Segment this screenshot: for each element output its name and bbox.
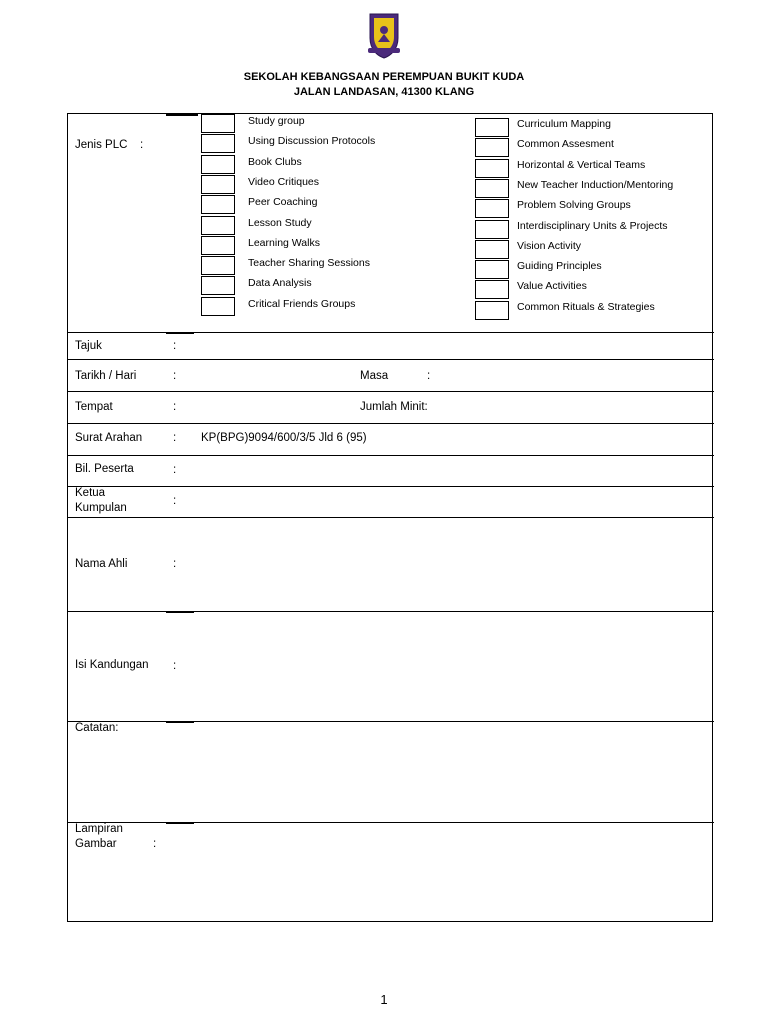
isi-kandungan-label: Isi Kandungan [75,659,149,671]
school-name: SEKOLAH KEBANGSAAN PEREMPUAN BUKIT KUDA [243,71,525,83]
nama-ahli-colon: : [173,558,177,570]
tarikh-colon: : [173,370,177,382]
row-divider [68,455,714,456]
lampiran-colon: : [153,838,157,850]
plc-option-checkbox[interactable] [475,260,509,279]
plc-option-label: Learning Walks [248,236,320,249]
plc-option-label: Lesson Study [248,216,312,229]
surat-arahan-colon: : [173,432,177,444]
plc-option-checkbox[interactable] [475,138,509,157]
catatan-label: Catatan: [75,722,119,734]
plc-option-checkbox[interactable] [201,175,235,194]
jenis-plc-colon: : [140,139,144,151]
plc-option-label: Critical Friends Groups [248,297,356,310]
plc-option-label: Peer Coaching [248,196,318,209]
row-divider [68,721,714,722]
plc-option-label: Data Analysis [248,277,312,290]
plc-option-label: Teacher Sharing Sessions [248,257,370,270]
plc-option-label: Curriculum Mapping [517,118,611,130]
masa-colon: : [427,370,431,382]
bil-peserta-colon: : [173,464,177,476]
row-divider [68,822,714,823]
plc-option-checkbox[interactable] [201,155,235,174]
plc-option-checkbox[interactable] [201,256,235,275]
lampiran-label: Lampiran [75,823,123,835]
row-divider [68,332,714,333]
plc-option-checkbox[interactable] [475,118,509,137]
plc-option-checkbox[interactable] [475,199,509,218]
tempat-label: Tempat [75,401,113,413]
tajuk-label: Tajuk [75,340,102,352]
plc-option-checkbox[interactable] [475,301,509,320]
tajuk-colon: : [173,340,177,352]
plc-option-label: Using Discussion Protocols [248,135,376,148]
plc-option-label: Problem Solving Groups [517,199,631,212]
plc-option-checkbox[interactable] [201,236,235,255]
school-crest-logo [366,12,402,60]
ketua-colon: : [173,495,177,507]
plc-option-checkbox[interactable] [201,134,235,153]
plc-option-checkbox[interactable] [201,276,235,295]
plc-option-label: Video Critiques [248,175,320,188]
jumlah-minit-label: Jumlah Minit: [360,401,428,413]
school-address: JALAN LANDASAN, 41300 KLANG [293,86,475,98]
surat-arahan-label: Surat Arahan [75,432,143,444]
row-divider [68,391,714,392]
ketua-label: Ketua [75,487,106,499]
plc-option-label: Common Assesment [517,138,614,151]
jenis-plc-label: Jenis PLC [75,139,128,151]
plc-option-checkbox[interactable] [475,159,509,178]
plc-option-checkbox[interactable] [475,240,509,259]
tempat-colon: : [173,401,177,413]
page-number: 1 [380,992,388,1007]
row-divider [68,359,714,360]
plc-option-label: Interdisciplinary Units & Projects [517,219,668,232]
plc-option-checkbox[interactable] [475,220,509,239]
plc-option-checkbox[interactable] [475,179,509,198]
plc-option-label: Guiding Principles [517,260,602,273]
row-divider [68,517,714,518]
plc-option-label: Value Activities [517,280,587,293]
gambar-label: Gambar [75,838,117,850]
row-divider [68,486,714,487]
plc-option-checkbox[interactable] [201,114,235,133]
surat-arahan-value: KP(BPG)9094/600/3/5 Jld 6 (95) [201,432,367,444]
plc-option-label: Horizontal & Vertical Teams [517,158,646,171]
nama-ahli-label: Nama Ahli [75,558,128,570]
plc-form [67,113,713,922]
kumpulan-label: Kumpulan [75,502,127,514]
plc-option-checkbox[interactable] [475,280,509,299]
row-divider [68,611,714,612]
plc-option-label: Common Rituals & Strategies [517,300,655,313]
plc-option-checkbox[interactable] [201,297,235,316]
bil-peserta-label: Bil. Peserta [75,463,134,475]
tarikh-hari-label: Tarikh / Hari [75,370,137,382]
plc-option-label: New Teacher Induction/Mentoring [517,178,674,191]
plc-option-checkbox[interactable] [201,216,235,235]
isi-kandungan-colon: : [173,660,177,672]
plc-option-label: Book Clubs [248,155,302,168]
plc-option-label: Vision Activity [517,239,581,252]
plc-option-checkbox[interactable] [201,195,235,214]
plc-option-label: Study group [248,115,305,127]
masa-label: Masa [360,370,389,382]
row-divider [68,423,714,424]
